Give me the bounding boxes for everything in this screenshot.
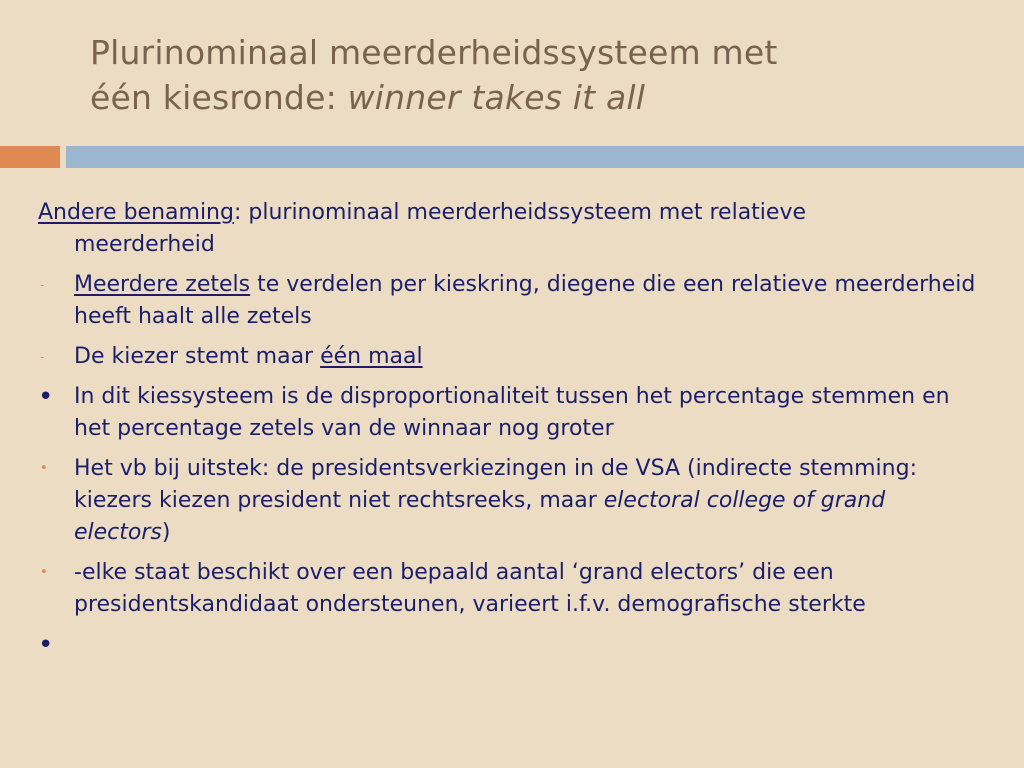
list-item xyxy=(38,341,988,373)
slide-title xyxy=(90,30,990,120)
small-bullet-icon: • xyxy=(40,565,48,580)
intro-paragraph xyxy=(38,197,988,261)
bullet-icon: • xyxy=(38,630,54,660)
dash-bullet-icon: - xyxy=(40,350,45,364)
accent-bar-orange xyxy=(0,146,60,168)
item-text: In dit kiessysteem is de disproportionaliteit tussen het percentage stemmen en het percentage zetels van de winnaar nog groter xyxy=(74,384,950,441)
list-item xyxy=(38,453,988,549)
small-bullet-icon: • xyxy=(40,461,48,476)
dash-bullet-icon: - xyxy=(40,278,45,292)
list-item-empty xyxy=(38,629,988,661)
item-underlined-term: Meerdere zetels xyxy=(74,272,251,297)
intro-continuation: meerderheid xyxy=(74,232,215,257)
list-item xyxy=(38,557,988,621)
title-line-1: Plurinominaal meerderheidssysteem met xyxy=(90,33,778,72)
item-text: Het vb bij uitstek: de presidentsverkiezingen in de VSA (indirecte stemming: kiezers kiezen president niet rechtsreeks, maar xyxy=(74,456,917,513)
list-item xyxy=(38,381,988,445)
intro-label: Andere benaming xyxy=(38,200,234,225)
title-line-2-plain: één kiesronde: xyxy=(90,78,348,117)
item-underlined-term: één maal xyxy=(320,344,423,369)
item-text: De kiezer stemt maar xyxy=(74,344,321,369)
item-italic-text: electoral college of grand electors xyxy=(74,488,886,545)
item-text: te verdelen per kieskring, diegene die een relatieve meerderheid heeft haalt alle zetels xyxy=(74,272,976,329)
bullet-icon: • xyxy=(38,382,54,412)
item-text-end: ) xyxy=(161,520,171,545)
accent-bar-blue xyxy=(66,146,1024,168)
title-line-2-italic: winner takes it all xyxy=(347,78,646,117)
list-item xyxy=(38,269,988,333)
title-line-2 xyxy=(90,75,990,120)
item-text: -elke staat beschikt over een bepaald aantal ‘grand electors’ die een presidentskandidaat ondersteunen, varieert i.f.v. demografische sterkte xyxy=(74,560,866,617)
intro-text: : plurinominaal meerderheidssysteem met relatieve xyxy=(233,200,807,225)
slide-body xyxy=(38,197,988,669)
